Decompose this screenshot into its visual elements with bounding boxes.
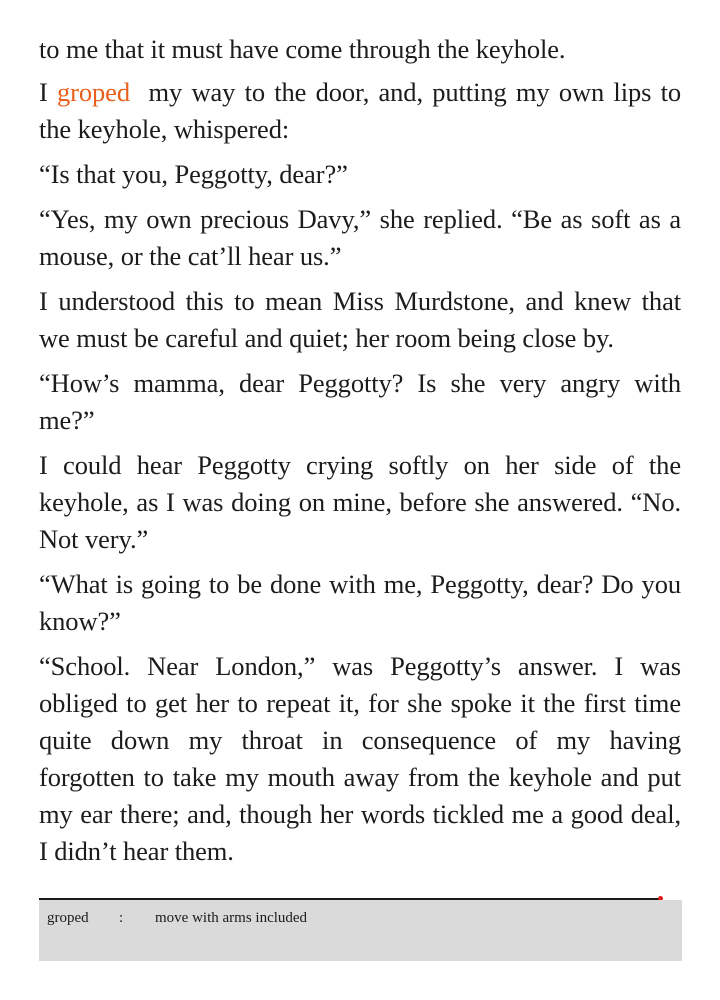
glossary-term: groped — [47, 910, 89, 926]
paragraph-5: I understood this to mean Miss Murdstone, and knew that we must be careful and quiet; her room being close by. — [39, 286, 681, 353]
paragraph-6: “How’s mamma, dear Peggotty? Is she very angry with me?” — [39, 368, 681, 435]
glossary-box — [39, 900, 682, 961]
passage — [39, 31, 688, 878]
paragraph-4: “Yes, my own precious Davy,” she replied. “Be as soft as a mouse, or the cat’ll hear us.” — [39, 204, 681, 271]
paragraph-8: “What is going to be done with me, Peggotty, dear? Do you know?” — [39, 569, 681, 636]
paragraph-2-rest: my way to the door, and, putting my own lips to the keyhole, whispered: — [39, 77, 688, 144]
glossary-highlight-word[interactable]: groped — [57, 77, 130, 107]
glossary-definition: move with arms included — [155, 910, 308, 926]
paragraph-2-start: I — [39, 77, 57, 107]
paragraph-3: “Is that you, Peggotty, dear?” — [39, 159, 348, 189]
glossary-separator: : — [119, 910, 124, 926]
paragraph-1: to me that it must have come through the keyhole. — [39, 34, 566, 64]
paragraph-2 — [39, 74, 688, 148]
paragraph-7: I could hear Peggotty crying softly on her side of the keyhole, as I was doing on mine, before she answered. “No. Not very.” — [39, 450, 681, 554]
paragraph-9: “School. Near London,” was Peggotty’s answer. I was obliged to get her to repeat it, for she spoke it the first time quite down my throat in consequence of my having forgotten to take my mouth away from the keyhole and put my ear there; and, though her words tickled me a good deal, I didn’t hear them. — [39, 651, 681, 866]
